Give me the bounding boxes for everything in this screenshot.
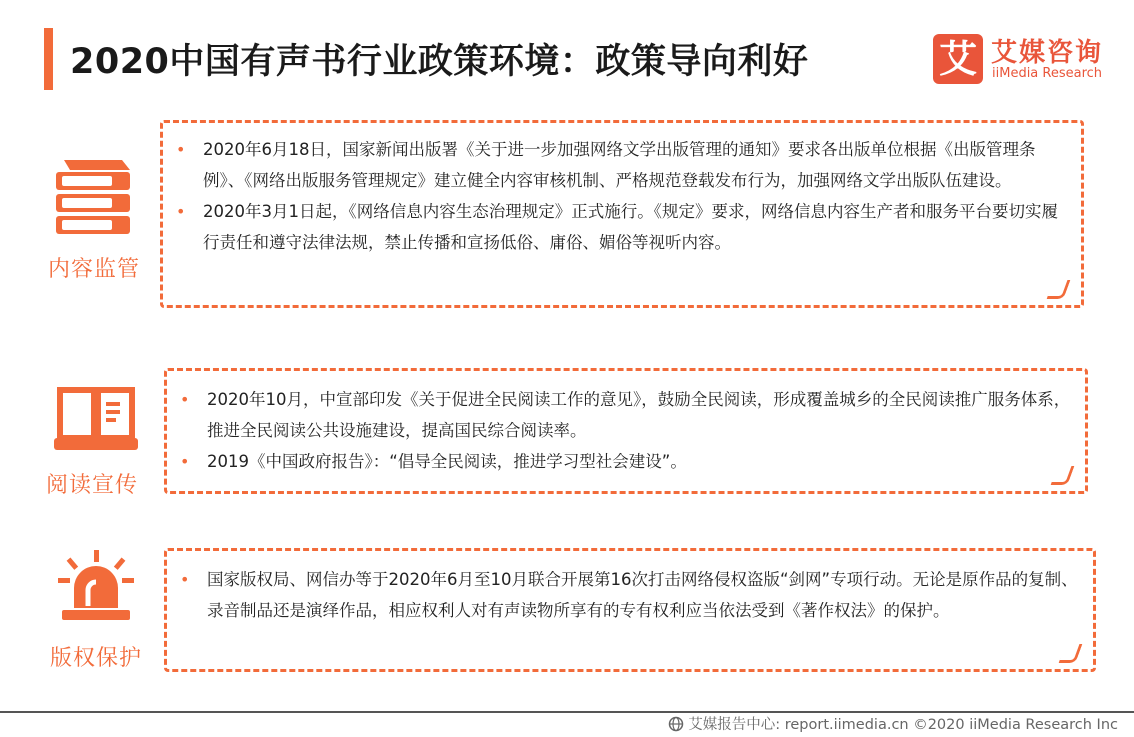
page-title: 2020中国有声书行业政策环境：政策导向利好 (70, 42, 809, 82)
policy-item: • 2019《中国政府报告》：“倡导全民阅读，推进学习型社会建设”。 (207, 446, 1071, 477)
logo-name-cn: 艾媒咨询 (991, 38, 1104, 68)
footer-credit (668, 713, 1118, 736)
books-icon (50, 156, 136, 242)
brand-logo (933, 34, 1113, 86)
section-label-reading-promotion: 阅读宣传 (46, 473, 139, 498)
policy-item: • 2020年10月，中宣部印发《关于促进全民阅读工作的意见》，鼓励全民阅读，形成覆盖城乡的全民阅读推广服务体系，推进全民阅读公共设施建设，提高国民综合阅读率。 (207, 384, 1071, 446)
globe-icon (668, 716, 684, 736)
policy-item: • 2020年6月18日，国家新闻出版署《关于进一步加强网络文学出版管理的通知》要求各出版单位根据《出版管理条例》、《网络出版服务管理规定》建立健全内容审核机制、严格规范登载发布行为，加强网络文学出版队伍建设。 (203, 134, 1067, 196)
policy-box-content-supervision (160, 120, 1084, 308)
alarm-light-icon (56, 548, 136, 628)
box-corner-mark (1059, 644, 1083, 663)
logo-mark: 艾 (933, 34, 983, 84)
section-label-content-supervision: 内容监管 (48, 257, 141, 282)
box-corner-mark (1047, 280, 1071, 299)
policy-box-copyright-protection (164, 548, 1096, 672)
policy-item: • 2020年3月1日起，《网络信息内容生态治理规定》正式施行。《规定》要求，网络信息内容生产者和服务平台要切实履行责任和遵守法律法规，禁止传播和宣扬低俗、庸俗、媚俗等视听内容。 (203, 196, 1067, 258)
policy-item: • 国家版权局、网信办等于2020年6月至10月联合开展第16次打击网络侵权盗版“剑网”专项行动。无论是原作品的复制、录音制品还是演绎作品，相应权利人对有声读物所享有的专有权利应当依法受到《著作权法》的保护。 (207, 564, 1079, 626)
title-accent-bar (44, 28, 53, 90)
open-book-icon (52, 386, 140, 460)
footer-text: 艾媒报告中心: report.iimedia.cn ©2020 iiMedia Research Inc (688, 717, 1118, 733)
section-label-copyright-protection: 版权保护 (50, 646, 143, 671)
logo-name-en: iiMedia Research (992, 66, 1103, 81)
policy-box-reading-promotion (164, 368, 1088, 494)
